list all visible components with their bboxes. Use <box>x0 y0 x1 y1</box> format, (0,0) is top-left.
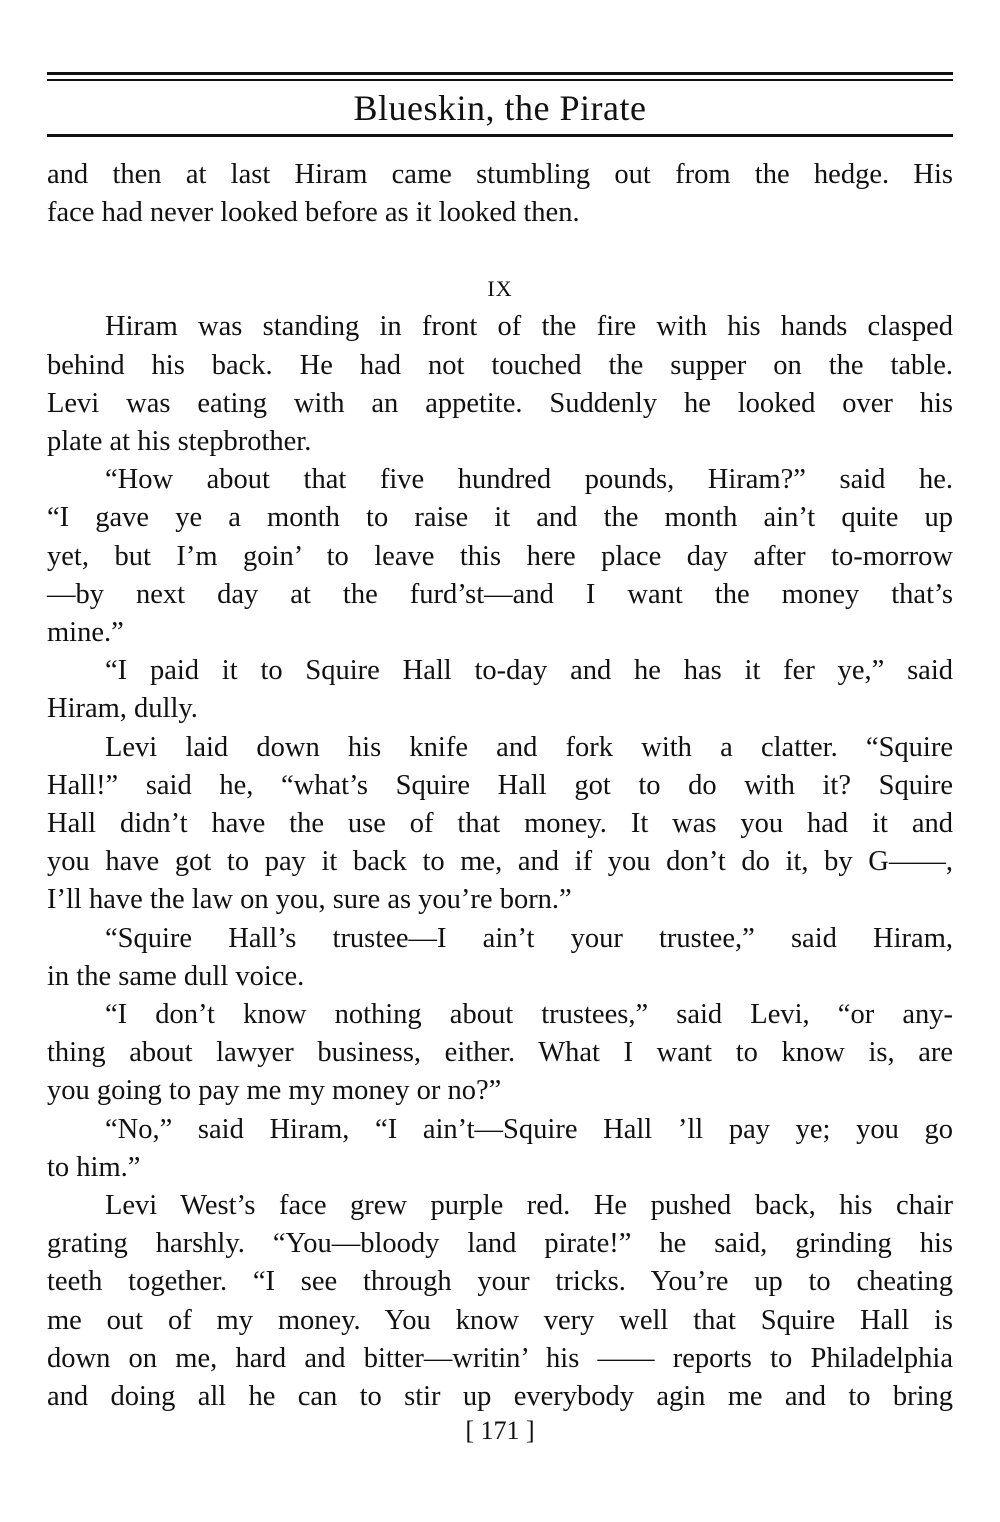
text-line: mine.” <box>47 617 124 649</box>
text-line: “I don’t know nothing about trustees,” said Levi, “or any- <box>105 999 953 1031</box>
text-line: in the same dull voice. <box>47 960 305 992</box>
text-line: behind his back. He had not touched the supper on the table. <box>47 349 953 381</box>
paragraph <box>47 729 953 920</box>
text-line: you have got to pay it back to me, and if you don’t do it, by G——, <box>47 846 953 878</box>
paragraph <box>47 1187 953 1416</box>
text-line: “How about that five hundred pounds, Hiram?” said he. <box>105 464 953 496</box>
paragraph-gap <box>47 232 953 270</box>
text-line: and doing all he can to stir up everybody agin me and to bring <box>47 1381 953 1413</box>
text-line: teeth together. “I see through your tricks. You’re up to cheating <box>47 1266 953 1298</box>
paragraph <box>47 1111 953 1187</box>
text-line: Levi laid down his knife and fork with a clatter. “Squire <box>105 731 953 763</box>
text-line: Hall didn’t have the use of that money. It was you had it and <box>47 808 953 840</box>
header-rule-top-inner <box>47 79 953 81</box>
header-rule-top-outer <box>47 72 953 75</box>
paragraphs-container <box>47 308 953 1416</box>
text-line: —by next day at the furd’st—and I want the money that’s <box>47 578 953 610</box>
text-line: grating harshly. “You—bloody land pirate!” he said, grinding his <box>47 1228 953 1260</box>
text-line: I’ll have the law on you, sure as you’re born.” <box>47 884 572 916</box>
text-line: “I paid it to Squire Hall to-day and he has it fer ye,” said <box>105 655 953 687</box>
text-line: Hiram, dully. <box>47 693 198 725</box>
text-line: plate at his stepbrother. <box>47 426 312 458</box>
text-line: thing about lawyer business, either. What I want to know is, are <box>47 1037 953 1069</box>
text-line: down on me, hard and bitter—writin’ his —— reports to Philadelphia <box>47 1342 953 1374</box>
page-number: [ 171 ] <box>465 1416 535 1445</box>
running-head: Blueskin, the Pirate <box>353 88 647 128</box>
paragraph <box>47 461 953 652</box>
section-number: IX <box>487 276 513 302</box>
text-line: me out of my money. You know very well that Squire Hall is <box>47 1304 953 1336</box>
text-line: face had never looked before as it looked then. <box>47 197 580 229</box>
text-line: to him.” <box>47 1151 141 1183</box>
text-line: and then at last Hiram came stumbling out from the hedge. His <box>47 159 953 190</box>
paragraph <box>47 996 953 1111</box>
text-line: “Squire Hall’s trustee—I ain’t your trustee,” said Hiram, <box>105 922 953 954</box>
text-line: “I gave ye a month to raise it and the month ain’t quite up <box>47 502 953 534</box>
text-line: Hiram was standing in front of the fire with his hands clasped <box>105 311 953 343</box>
text-line: yet, but I’m goin’ to leave this here place day after to-morrow <box>47 540 953 572</box>
text-line: “No,” said Hiram, “I ain’t—Squire Hall ’ll pay ye; you go <box>105 1113 953 1145</box>
paragraph <box>47 652 953 728</box>
opening-paragraph <box>47 156 953 232</box>
text-line: Levi West’s face grew purple red. He pushed back, his chair <box>105 1190 953 1222</box>
text-line: Levi was eating with an appetite. Suddenly he looked over his <box>47 387 953 419</box>
text-line: Hall!” said he, “what’s Squire Hall got to do with it? Squire <box>47 769 953 801</box>
paragraph <box>47 920 953 996</box>
text-line: you going to pay me my money or no?” <box>47 1075 502 1107</box>
paragraph <box>47 308 953 461</box>
body-text <box>47 156 953 1416</box>
header-rule-bottom <box>47 134 953 137</box>
